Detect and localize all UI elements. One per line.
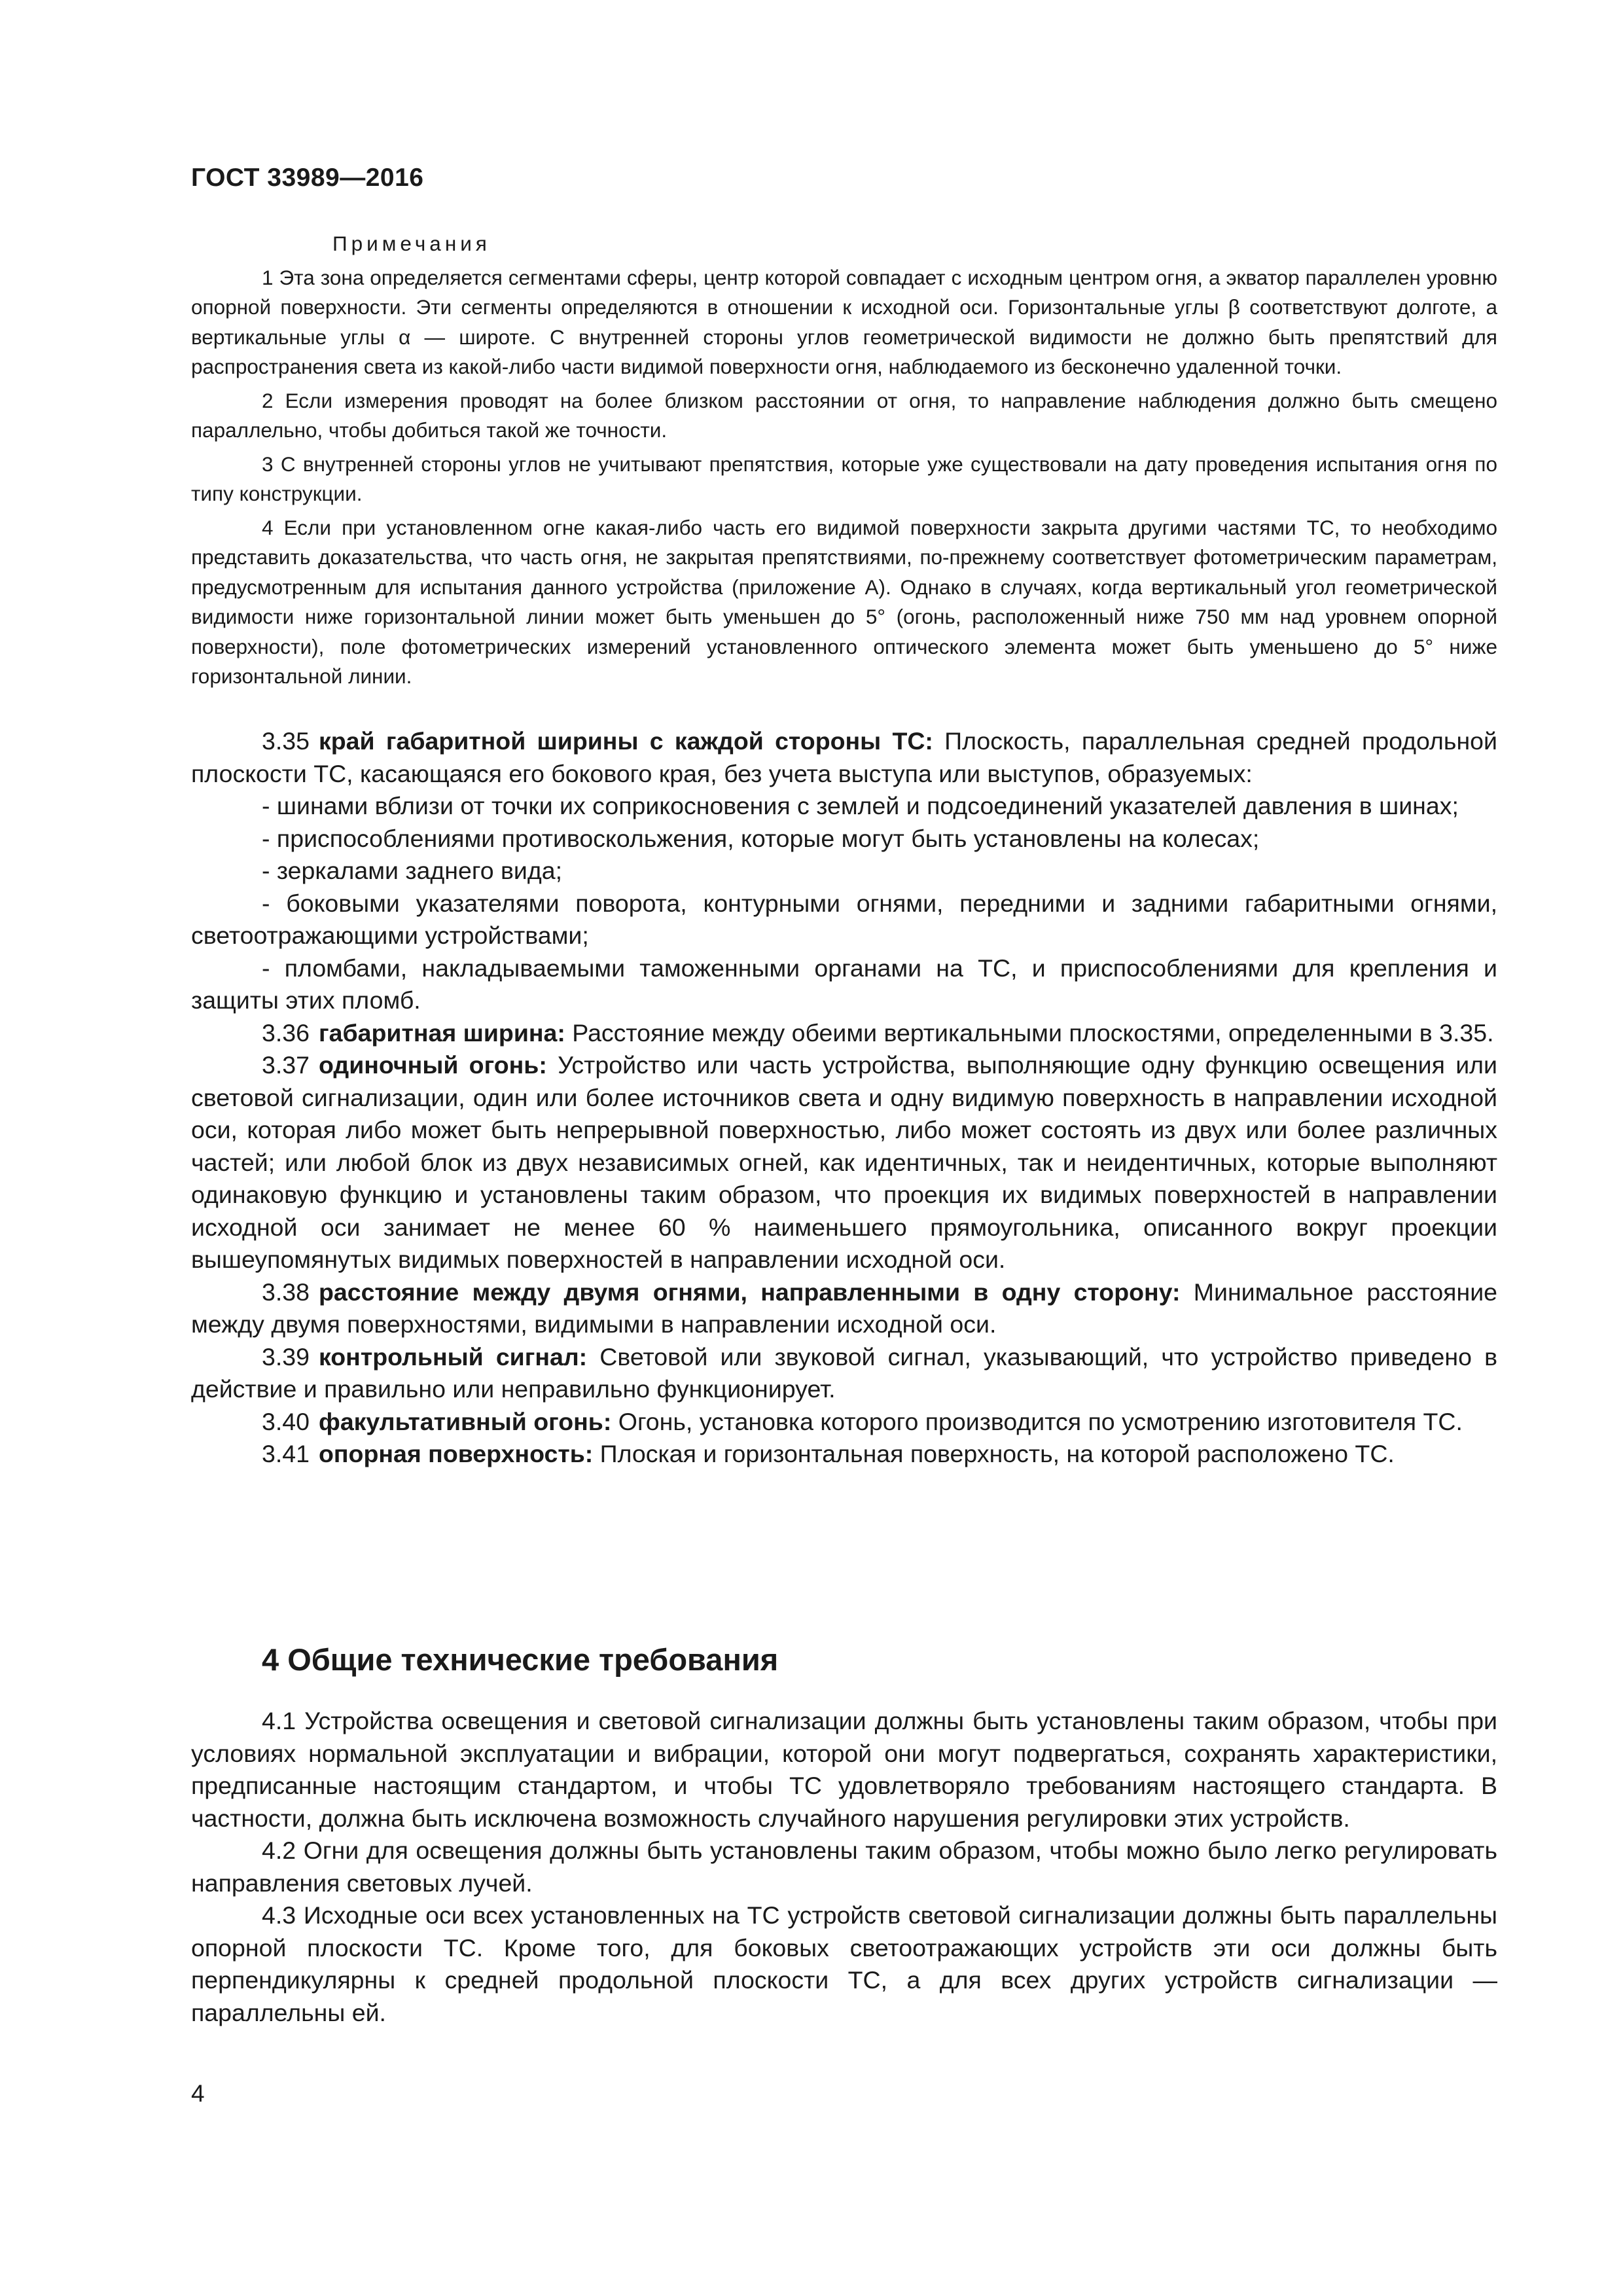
definition-term: факультативный огонь:	[319, 1407, 612, 1435]
definition-text: Огонь, установка которого производится по усмотрению изготовителя ТС.	[611, 1407, 1463, 1435]
section-heading: 4 Общие технические требования	[262, 1642, 779, 1677]
paragraph-4-1: 4.1 Устройства освещения и световой сигнализации должны быть установлены таким образом, чтобы при условиях нормальной эксплуатации и вибрации, которой они могут подвергаться, сохранять характеристики, предписанные настоящим стандартом, и чтобы ТС удовлетворяло требованиям настоящего стандарта. В частности, должна быть исключена возможность случайного нарушения регулировки этих устройств.	[191, 1707, 1497, 1832]
definition-term: край габаритной ширины с каждой стороны ТС:	[319, 727, 933, 755]
definition-3-40	[191, 1406, 1497, 1439]
note-item: 3 С внутренней стороны углов не учитывают препятствия, которые уже существовали на дату проведения испытания огня по типу конструкции.	[191, 452, 1497, 505]
paragraph-4-3: 4.3 Исходные оси всех установленных на ТС устройств световой сигнализации должны быть параллельны опорной плоскости ТС. Кроме того, для боковых светоотражающих устройств эти оси должны быть перпендикулярны к средней продольной плоскости ТС, а для всех других устройств сигнализации — параллельны ей.	[191, 1901, 1497, 2026]
definition-3-38	[191, 1276, 1497, 1341]
definition-3-39	[191, 1341, 1497, 1406]
definition-3-35	[191, 725, 1497, 790]
note-item: 1 Эта зона определяется сегментами сферы, центр которой совпадает с исходным центром огня, а экватор параллелен уровню опорной поверхности. Эти сегменты определяются в отношении к исходной оси. Горизонтальные углы β соответствуют долготе, а вертикальные углы α — широте. С внутренней стороны углов геометрической видимости не должно быть препятствий для распространения света из какой-либо части видимой поверхности огня, наблюдаемого из бесконечно удаленной точки.	[191, 265, 1497, 378]
definition-number: 3.39	[262, 1342, 310, 1371]
definition-term: опорная поверхность:	[319, 1440, 594, 1467]
definition-3-37	[191, 1049, 1497, 1276]
definition-term: контрольный сигнал:	[319, 1342, 588, 1371]
definition-3-36	[191, 1017, 1497, 1050]
note-item: 4 Если при установленном огне какая-либо часть его видимой поверхности закрыта другими частями ТС, то необходимо представить доказательства, что часть огня, не закрытая препятствиями, по-прежнему соответствует фотометрическим параметрам, предусмотренным для испытания данного устройства (приложение А). Однако в случаях, когда вертикальный угол геометрической видимости ниже горизонтальной линии может быть уменьшен до 5° (огонь, расположенный ниже 750 мм над уровнем опорной поверхности), поле фотометрических измерений установленного оптического элемента может быть уменьшено до 5° ниже горизонтальной линии.	[191, 515, 1497, 688]
list-item: - шинами вблизи от точки их соприкосновения с землей и подсоединений указателей давления в шинах;	[262, 792, 1459, 819]
definition-text: Расстояние между обеими вертикальными плоскостями, определенными в 3.35.	[565, 1018, 1494, 1047]
list-item: - боковыми указателями поворота, контурными огнями, передними и задними габаритными огнями, светоотражающими устройствами;	[191, 889, 1497, 949]
definition-number: 3.38	[262, 1278, 310, 1306]
section-4-body	[191, 1705, 1497, 2029]
definition-3-41	[191, 1438, 1497, 1471]
definition-text: Световой или звуковой сигнал, указывающий, что устройство приведено в действие и правильно или неправильно функционирует.	[191, 1342, 1497, 1403]
notes-title: Примечания	[332, 232, 491, 255]
definition-term: габаритная ширина:	[319, 1018, 565, 1047]
list-item: - приспособлениями противоскольжения, которые могут быть установлены на колесах;	[262, 824, 1260, 852]
definition-term: расстояние между двумя огнями, направленными в одну сторону:	[319, 1278, 1181, 1306]
definition-text: Плоскость, параллельная средней продольной плоскости ТС, касающаяся его бокового края, без учета выступа или выступов, образуемых:	[191, 727, 1497, 787]
definition-number: 3.36	[262, 1018, 310, 1047]
definition-number: 3.40	[262, 1407, 310, 1435]
definition-term: одиночный огонь:	[319, 1051, 547, 1079]
definition-text: Минимальное расстояние между двумя поверхностями, видимыми в направлении исходной оси.	[191, 1278, 1497, 1338]
notes-block	[191, 229, 1497, 696]
list-item: - пломбами, накладываемыми таможенными органами на ТС, и приспособлениями для крепления и защиты этих пломб.	[191, 954, 1497, 1014]
page-number: 4	[191, 2080, 205, 2107]
note-item: 2 Если измерения проводят на более близком расстоянии от огня, то направление наблюдения должно быть смещено параллельно, чтобы добиться такой же точности.	[191, 388, 1497, 442]
definitions-block	[191, 725, 1497, 1471]
document-header: ГОСТ 33989—2016	[191, 164, 424, 192]
paragraph-4-2: 4.2 Огни для освещения должны быть установлены таким образом, чтобы можно было легко регулировать направления световых лучей.	[191, 1837, 1497, 1897]
definition-text: Плоская и горизонтальная поверхность, на которой расположено ТС.	[593, 1440, 1395, 1467]
definition-text: Устройство или часть устройства, выполняющие одну функцию освещения или световой сигнализации, один или более источников света и одну видимую поверхность в направлении исходной оси, которая либо может быть непрерывной поверхностью, либо может состоять из двух или более различных частей; или любой блок из двух независимых огней, как идентичных, так и неидентичных, которые выполняют одинаковую функцию и установлены таким образом, что проекция их видимых поверхностей в направлении исходной оси занимает не менее 60 % наименьшего прямоугольника, описанного вокруг проекции вышеупомянутых видимых поверхностей в направлении исходной оси.	[191, 1051, 1497, 1273]
definition-number: 3.37	[262, 1051, 310, 1079]
definition-number: 3.35	[262, 727, 310, 755]
definition-number: 3.41	[262, 1440, 310, 1467]
list-item: - зеркалами заднего вида;	[262, 857, 563, 884]
